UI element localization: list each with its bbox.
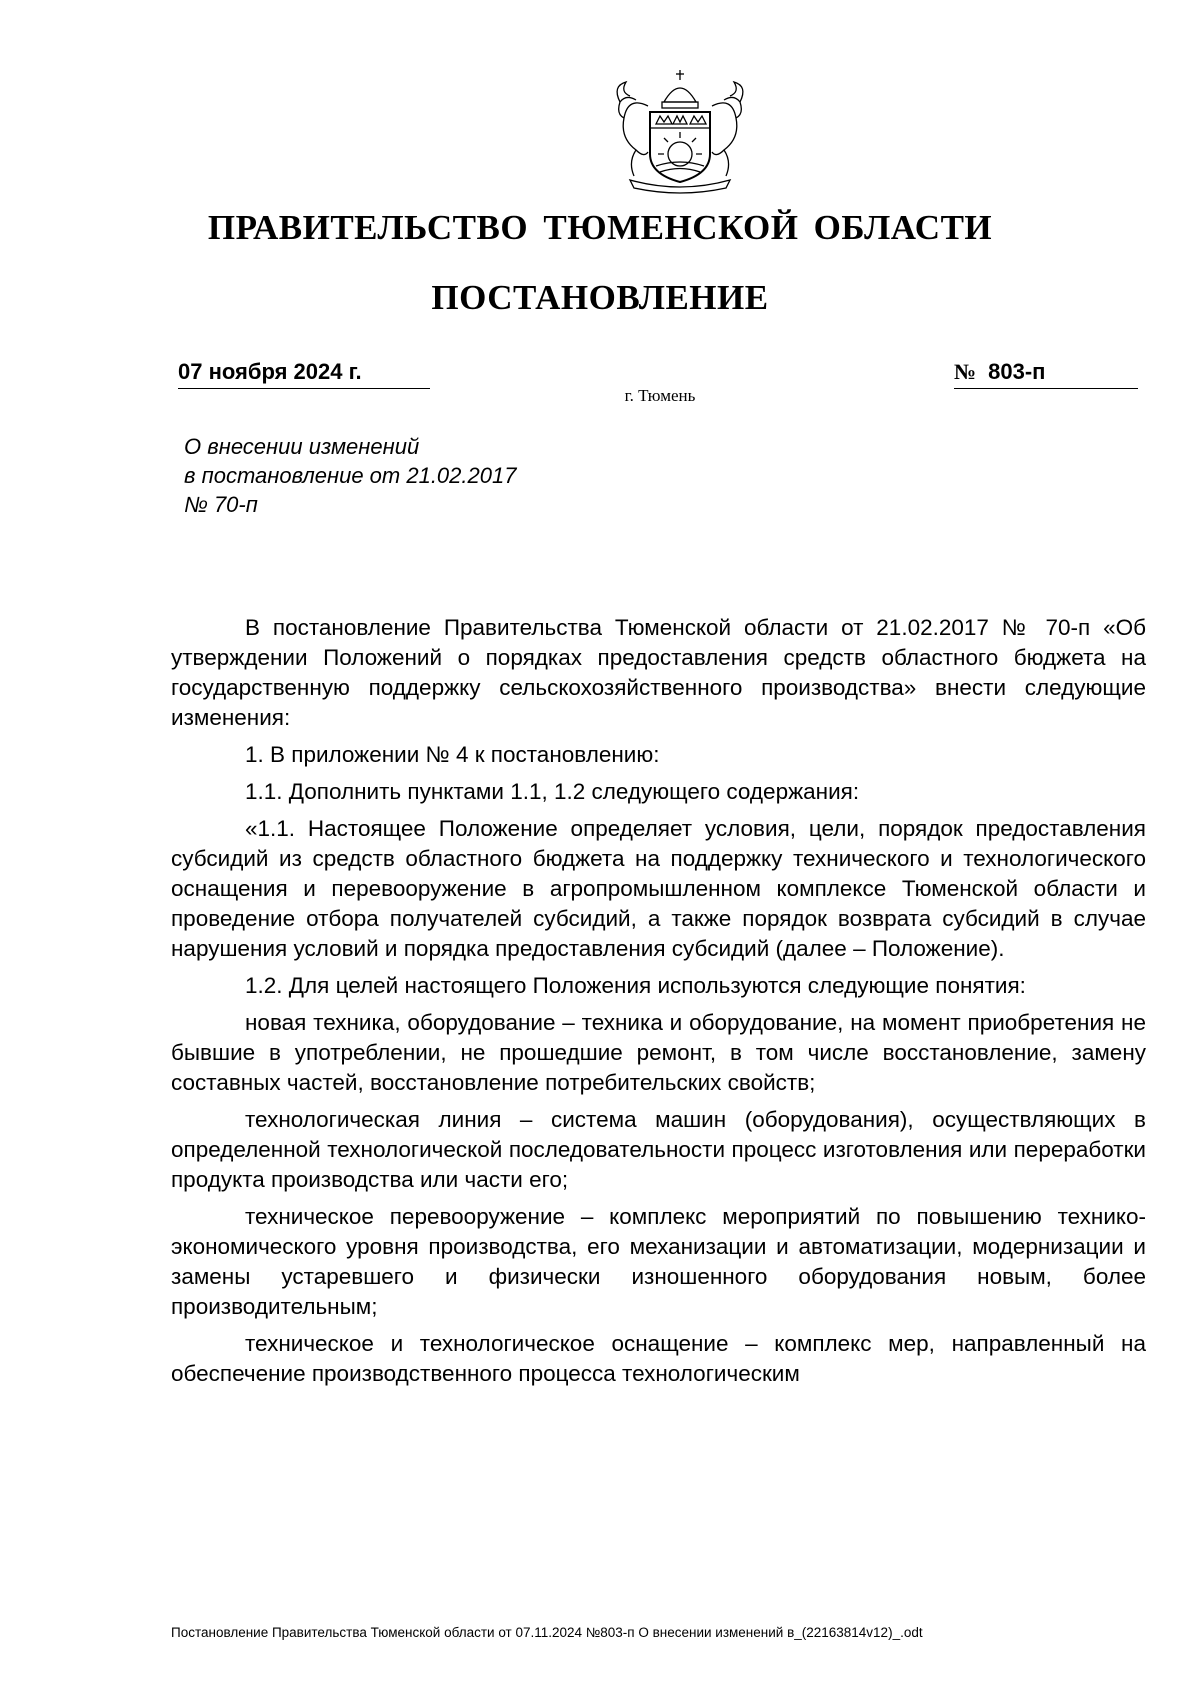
number-sign: № [954, 359, 977, 384]
body-paragraph: «1.1. Настоящее Положение определяет условия, цели, порядок предоставления субсидий из средств областного бюджета на поддержку технического и технологического оснащения и перевооружение в агропромышленном комплексе Тюменской области и проведение отбора получателей субсидий, а также порядок возврата субсидий в случае нарушения условий и порядка предоставления субсидий (далее – Положение). [171, 816, 1146, 961]
coat-of-arms-icon [590, 66, 770, 194]
body-paragraph: новая техника, оборудование – техника и оборудование, на момент приобретения не бывшие в употреблении, не прошедшие ремонт, в том числе восстановление, замену составных частей, восстановление потребительских свойств; [171, 1010, 1146, 1095]
document-date: 07 ноября 2024 г. [178, 356, 430, 389]
document-number: 803-п [988, 359, 1046, 384]
subject-line: № 70-п [184, 492, 258, 517]
document-type-title: ПОСТАНОВЛЕНИЕ [431, 278, 769, 317]
body-paragraph: 1.2. Для целей настоящего Положения используются следующие понятия: [245, 973, 1026, 998]
document-subject [184, 432, 516, 519]
body-paragraph: техническое перевооружение – комплекс мероприятий по повышению технико-экономического уровня производства, его механизации и автоматизации, модернизации и замены устаревшего и физически изношенного оборудования новым, более производительным; [171, 1204, 1146, 1319]
body-paragraph: 1.1. Дополнить пунктами 1.1, 1.2 следующего содержания: [245, 779, 860, 804]
government-title: ПРАВИТЕЛЬСТВО ТЮМЕНСКОЙ ОБЛАСТИ [207, 208, 993, 247]
body-paragraph: 1. В приложении № 4 к постановлению: [245, 742, 660, 767]
subject-line: О внесении изменений [184, 434, 420, 459]
subject-line: в постановление от 21.02.2017 [184, 463, 517, 488]
body-paragraph: технологическая линия – система машин (оборудования), осуществляющих в определенной технологической последовательности процесс изготовления или переработки продукта производства или части его; [171, 1107, 1146, 1192]
body-paragraph: техническое и технологическое оснащение – комплекс мер, направленный на обеспечение производственного процесса технологическим [171, 1331, 1146, 1386]
document-city: г. Тюмень [624, 386, 696, 405]
document-body [171, 613, 1146, 1396]
page-footer: Постановление Правительства Тюменской области от 07.11.2024 №803-п О внесении изменений в_(22163814v12)_.odt [171, 1625, 923, 1640]
body-paragraph: В постановление Правительства Тюменской области от 21.02.2017 № 70-п «Об утверждении Положений о порядках предоставления средств областного бюджета на государственную поддержку сельскохозяйственного производства» внести следующие изменения: [171, 615, 1146, 730]
document-number-field [954, 356, 1138, 389]
